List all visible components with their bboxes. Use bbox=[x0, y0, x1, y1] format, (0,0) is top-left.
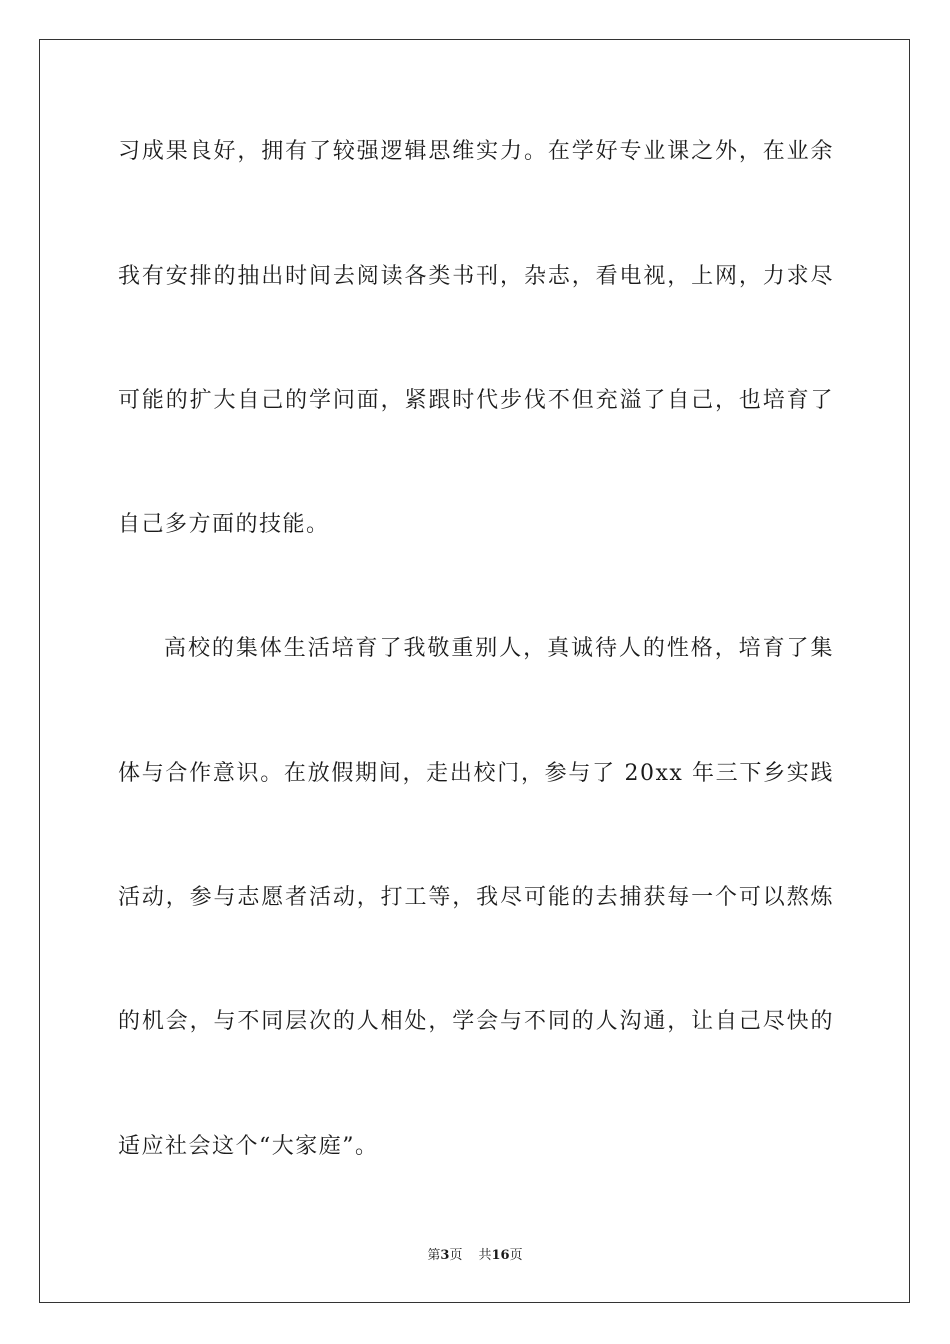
body-text-line: 体与合作意识。在放假期间，走出校门，参与了 20xx 年三下乡实践 bbox=[118, 761, 834, 786]
page-border bbox=[39, 39, 910, 1303]
body-text-line: 的机会，与不同层次的人相处，学会与不同的人沟通，让自己尽快的 bbox=[118, 1009, 834, 1034]
total-label-prefix: 共 bbox=[478, 1248, 492, 1263]
body-text-line: 习成果良好，拥有了较强逻辑思维实力。在学好专业课之外，在业余 bbox=[118, 139, 834, 164]
body-text-line: 可能的扩大自己的学问面，紧跟时代步伐不但充溢了自己，也培育了 bbox=[118, 388, 834, 413]
total-pages: 16 bbox=[491, 1248, 510, 1263]
total-label-suffix: 页 bbox=[509, 1248, 523, 1263]
body-text-line: 适应社会这个“大家庭”。 bbox=[118, 1134, 379, 1159]
body-text-line: 我有安排的抽出时间去阅读各类书刊，杂志，看电视，上网，力求尽 bbox=[118, 264, 834, 289]
body-text-line: 自己多方面的技能。 bbox=[118, 512, 330, 537]
body-text-line: 活动，参与志愿者活动，打工等，我尽可能的去捕获每一个可以熬炼 bbox=[118, 885, 834, 910]
page-label-prefix: 第 bbox=[427, 1248, 441, 1263]
page-label-suffix: 页 bbox=[449, 1248, 463, 1263]
page-footer bbox=[0, 1247, 950, 1265]
paragraph-first-line: 高校的集体生活培育了我敬重别人，真诚待人的性格，培育了集 bbox=[164, 636, 834, 661]
page-number: 3 bbox=[440, 1248, 450, 1263]
